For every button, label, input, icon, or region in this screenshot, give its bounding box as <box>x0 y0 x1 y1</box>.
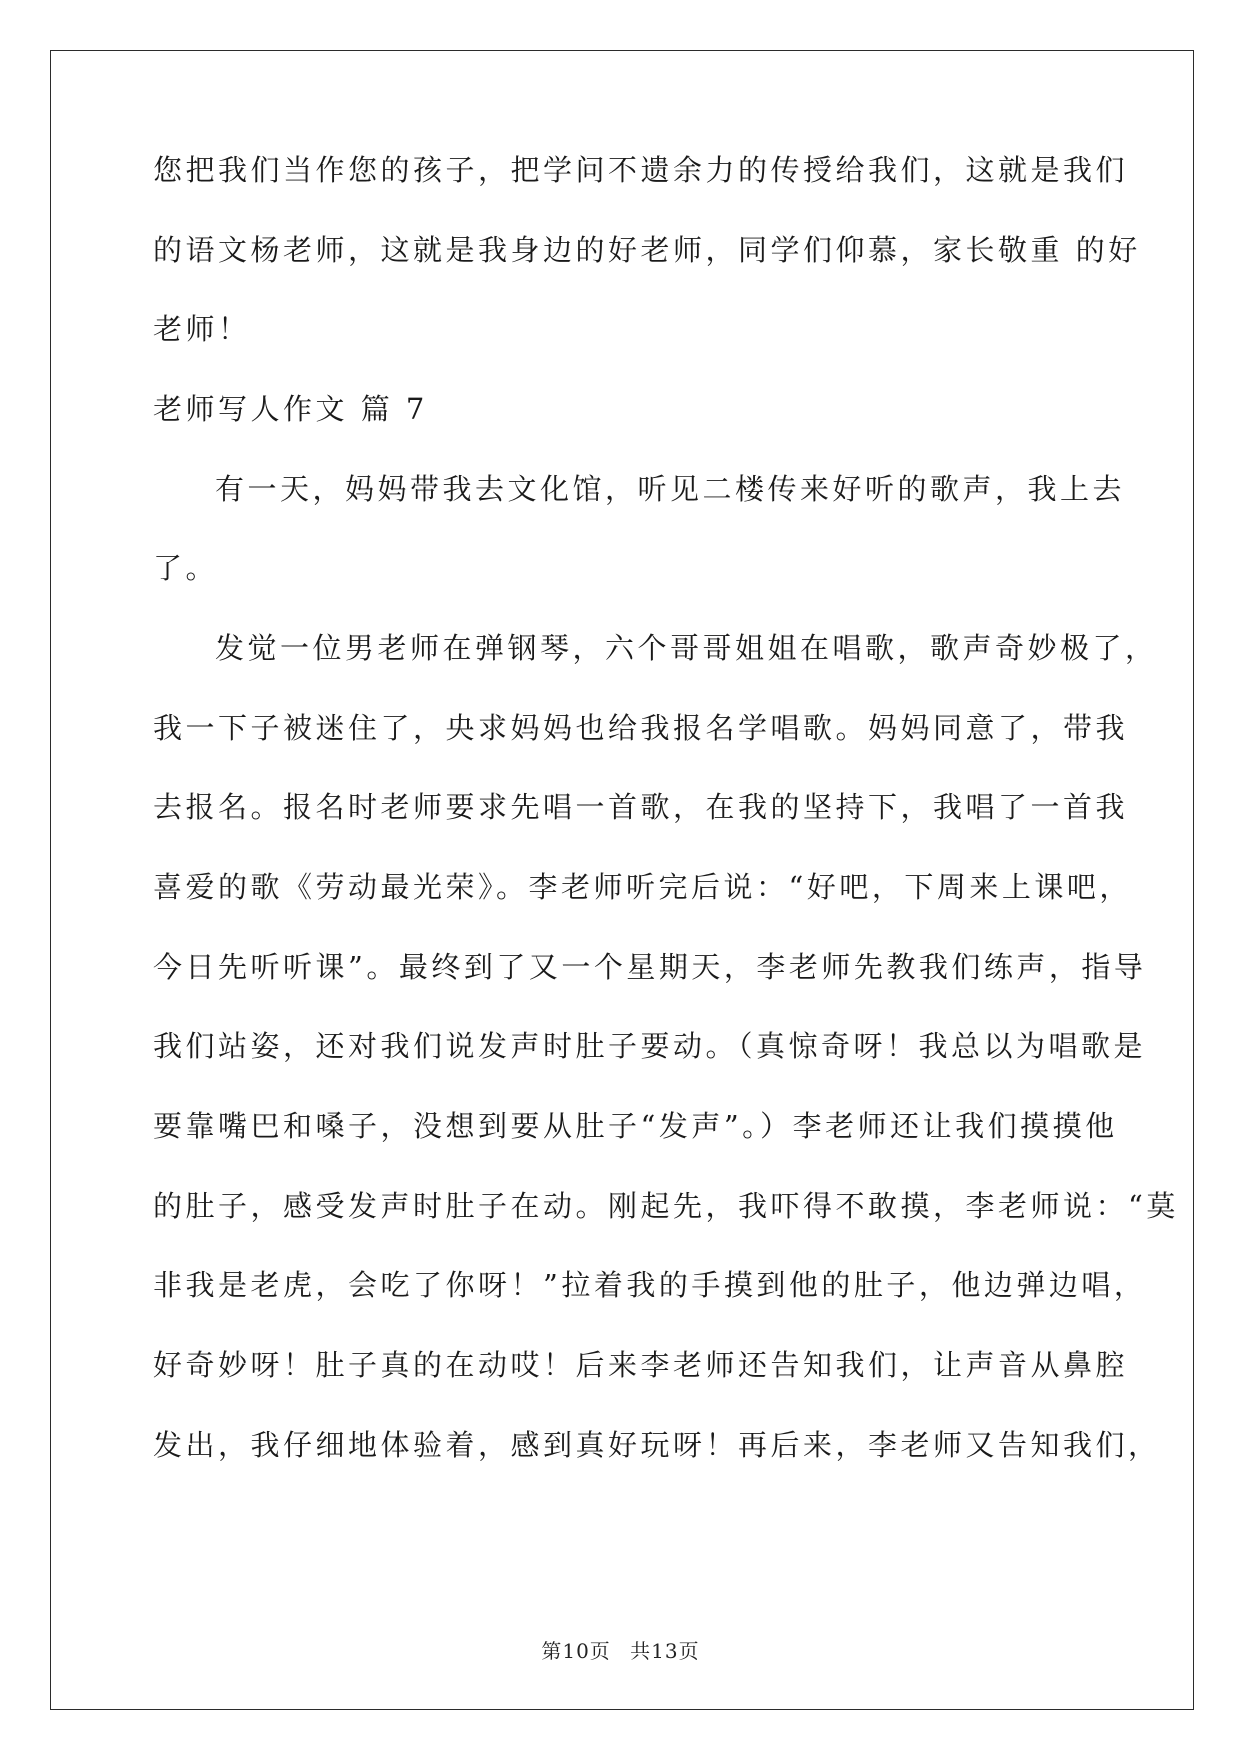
paragraph-line: 好奇妙呀！肚子真的在动哎！后来李老师还告知我们，让声音从鼻腔 <box>153 1348 1129 1382</box>
paragraph-line: 发觉一位男老师在弹钢琴，六个哥哥姐姐在唱歌，歌声奇妙极了， <box>215 631 1158 665</box>
paragraph-line: 今日先听听课”。最终到了又一个星期天，李老师先教我们练声，指导 <box>153 950 1147 984</box>
paragraph-line: 我一下子被迷住了，央求妈妈也给我报名学唱歌。妈妈同意了，带我 <box>153 711 1129 745</box>
paragraph-line: 我们站姿，还对我们说发声时肚子要动。（真惊奇呀！我总以为唱歌是 <box>153 1029 1147 1063</box>
paragraph-line: 的肚子，感受发声时肚子在动。刚起先，我吓得不敢摸，李老师说：“莫 <box>153 1189 1179 1223</box>
paragraph-line: 去报名。报名时老师要求先唱一首歌，在我的坚持下，我唱了一首我 <box>153 790 1129 824</box>
page-number-current: 第10页 <box>541 1639 611 1663</box>
paragraph-line: 您把我们当作您的孩子，把学问不遗余力的传授给我们，这就是我们 <box>153 153 1129 187</box>
page-footer <box>0 1635 1241 1664</box>
paragraph-line: 发出，我仔细地体验着，感到真好玩呀！再后来，李老师又告知我们， <box>153 1428 1161 1462</box>
section-heading: 老师写人作文 篇 7 <box>153 392 428 426</box>
paragraph-line: 老师！ <box>153 312 251 346</box>
paragraph-line: 了。 <box>153 551 219 585</box>
paragraph-line: 的语文杨老师，这就是我身边的好老师，同学们仰慕，家长敬重 的好 <box>153 233 1141 267</box>
page-number-total: 共13页 <box>630 1639 700 1663</box>
paragraph-line: 要靠嘴巴和嗓子，没想到要从肚子“发声”。）李老师还让我们摸摸他 <box>153 1109 1118 1143</box>
paragraph-line: 有一天，妈妈带我去文化馆，听见二楼传来好听的歌声，我上去 <box>215 472 1126 506</box>
paragraph-line: 喜爱的歌《劳动最光荣》。李老师听完后说：“好吧，下周来上课吧， <box>153 870 1132 904</box>
paragraph-line: 非我是老虎，会吃了你呀！”拉着我的手摸到他的肚子，他边弹边唱， <box>153 1268 1147 1302</box>
